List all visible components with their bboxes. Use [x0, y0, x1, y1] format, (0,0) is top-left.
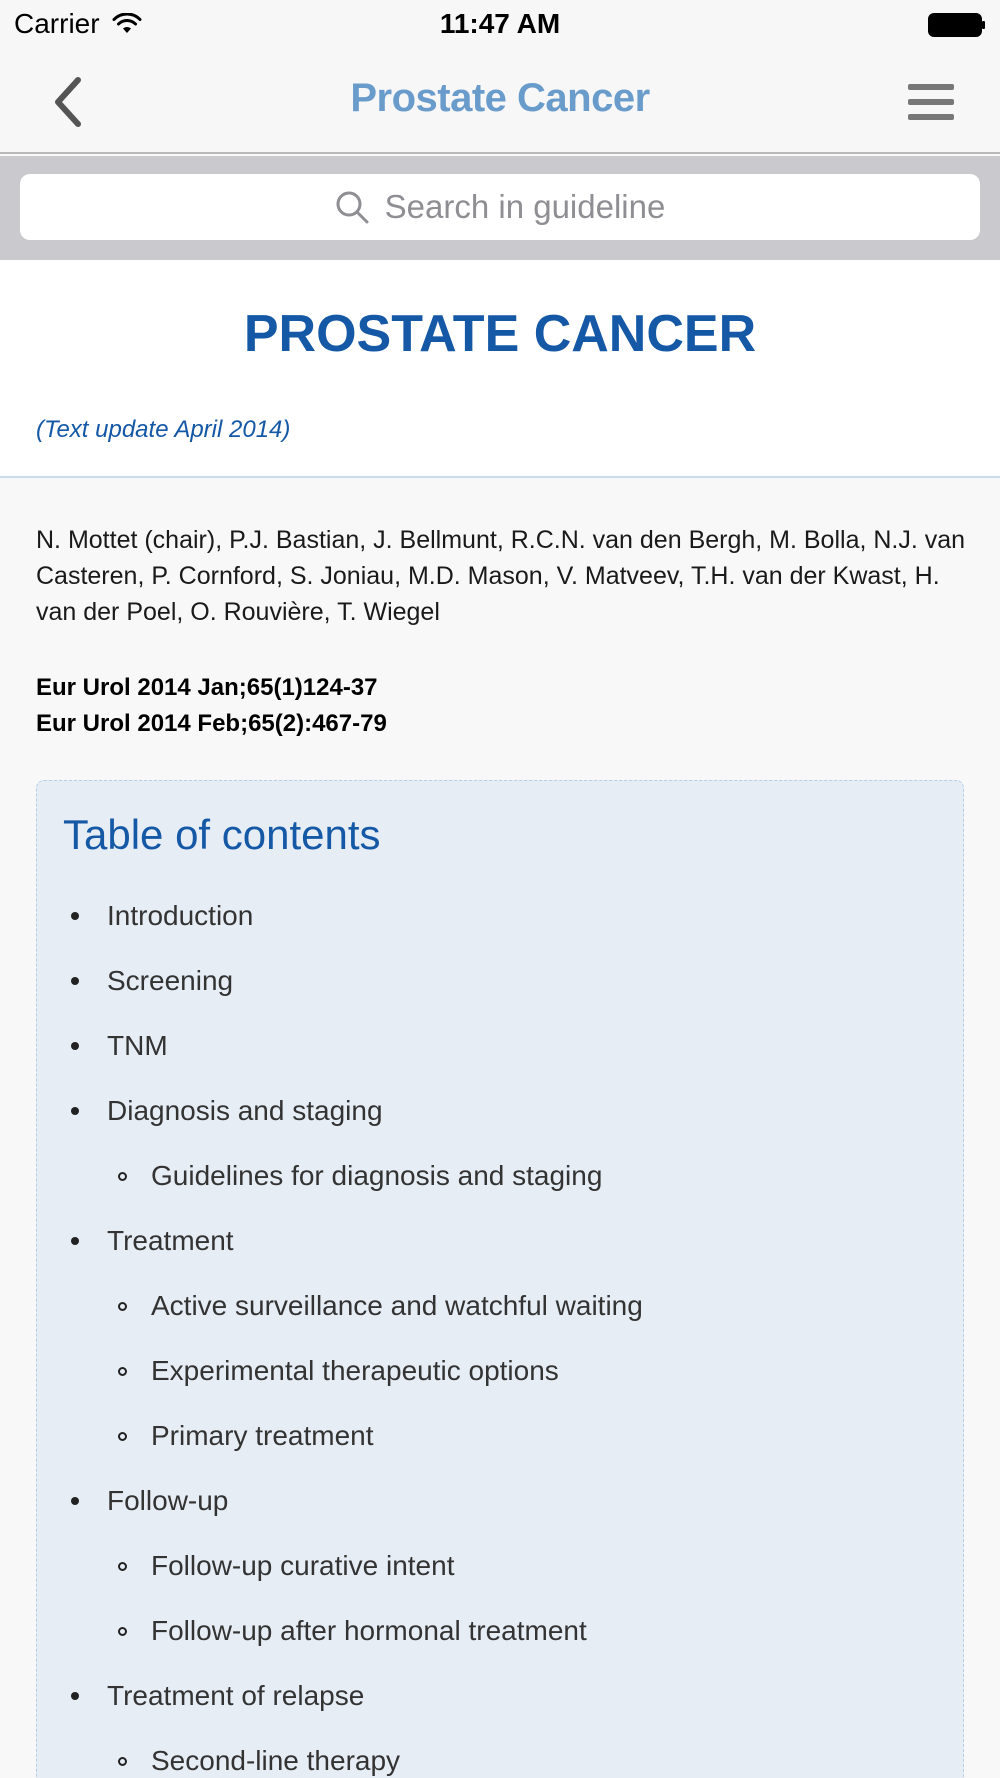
toc-list — [37, 883, 963, 1778]
toc-item-treatment-of-relapse[interactable] — [37, 1663, 963, 1728]
reference-line: Eur Urol 2014 Jan;65(1)124-37 — [36, 674, 378, 701]
search-icon — [335, 190, 369, 224]
status-time: 11:47 AM — [439, 8, 561, 39]
search-placeholder: Search in guideline — [384, 188, 666, 225]
references — [36, 670, 387, 742]
hollow-bullet-icon — [118, 1302, 127, 1311]
bullet-icon — [71, 1107, 79, 1115]
bullet-icon — [71, 1497, 79, 1505]
hollow-bullet-icon — [118, 1367, 127, 1376]
hamburger-menu-icon[interactable] — [906, 80, 956, 124]
toc-item-diagnosis-and-staging[interactable] — [37, 1078, 963, 1143]
toc-item-label: Screening — [107, 964, 234, 996]
toc-item-screening[interactable] — [37, 948, 963, 1013]
battery-icon — [928, 13, 986, 37]
search-bar — [0, 156, 1000, 260]
hollow-bullet-icon — [118, 1562, 127, 1571]
toc-item-label: Treatment of relapse — [107, 1679, 365, 1711]
toc-item-label: Follow-up curative intent — [151, 1549, 455, 1581]
hollow-bullet-icon — [118, 1757, 127, 1766]
toc-item-introduction[interactable] — [37, 883, 963, 948]
toc-item-label: Diagnosis and staging — [107, 1094, 383, 1126]
toc-item-label: Guidelines for diagnosis and staging — [151, 1159, 603, 1191]
hollow-bullet-icon — [118, 1432, 127, 1441]
toc-item-label: Primary treatment — [151, 1419, 374, 1451]
toc-subitem-second-line-therapy[interactable] — [37, 1728, 963, 1778]
authors-list: N. Mottet (chair), P.J. Bastian, J. Bellmunt, R.C.N. van den Bergh, M. Bolla, N.J. van Casteren, P. Cornford, S. Joniau, M.D. Mason, V. Matveev, T.H. van der Kwast, H. van der Poel, O. Rouvière, T. Wiegel — [36, 526, 966, 626]
toc-item-label: Second-line therapy — [151, 1744, 401, 1776]
status-bar — [0, 0, 1000, 52]
toc-subitem-active-surveillance[interactable] — [37, 1273, 963, 1338]
nav-title: Prostate Cancer — [350, 76, 650, 120]
carrier-label: Carrier — [14, 8, 100, 39]
search-input[interactable] — [20, 174, 980, 240]
toc-item-label: Active surveillance and watchful waiting — [151, 1289, 643, 1321]
document-title: PROSTATE CANCER — [243, 305, 757, 363]
toc-item-label: Experimental therapeutic options — [151, 1354, 559, 1386]
toc-item-label: Follow-up — [107, 1484, 229, 1516]
toc-item-tnm[interactable] — [37, 1013, 963, 1078]
document-header — [0, 260, 1000, 478]
toc-item-label: Introduction — [107, 899, 254, 931]
toc-item-label: Follow-up after hormonal treatment — [151, 1614, 587, 1646]
bullet-icon — [71, 977, 79, 985]
reference-line: Eur Urol 2014 Feb;65(2):467-79 — [36, 710, 387, 737]
hollow-bullet-icon — [118, 1627, 127, 1636]
toc-subitem-primary-treatment[interactable] — [37, 1403, 963, 1468]
toc-item-label: Treatment — [107, 1224, 234, 1256]
toc-title: Table of contents — [63, 811, 381, 858]
bullet-icon — [71, 1042, 79, 1050]
navigation-bar — [0, 52, 1000, 154]
toc-subitem-follow-up-hormonal[interactable] — [37, 1598, 963, 1663]
toc-subitem-follow-up-curative[interactable] — [37, 1533, 963, 1598]
toc-subitem-guidelines-diagnosis-staging[interactable] — [37, 1143, 963, 1208]
toc-item-treatment[interactable] — [37, 1208, 963, 1273]
toc-subitem-experimental-options[interactable] — [37, 1338, 963, 1403]
text-update-note: (Text update April 2014) — [36, 416, 291, 443]
hollow-bullet-icon — [118, 1172, 127, 1181]
bullet-icon — [71, 912, 79, 920]
bullet-icon — [71, 1237, 79, 1245]
bullet-icon — [71, 1692, 79, 1700]
toc-item-follow-up[interactable] — [37, 1468, 963, 1533]
toc-item-label: TNM — [107, 1029, 168, 1061]
table-of-contents — [36, 780, 964, 1778]
